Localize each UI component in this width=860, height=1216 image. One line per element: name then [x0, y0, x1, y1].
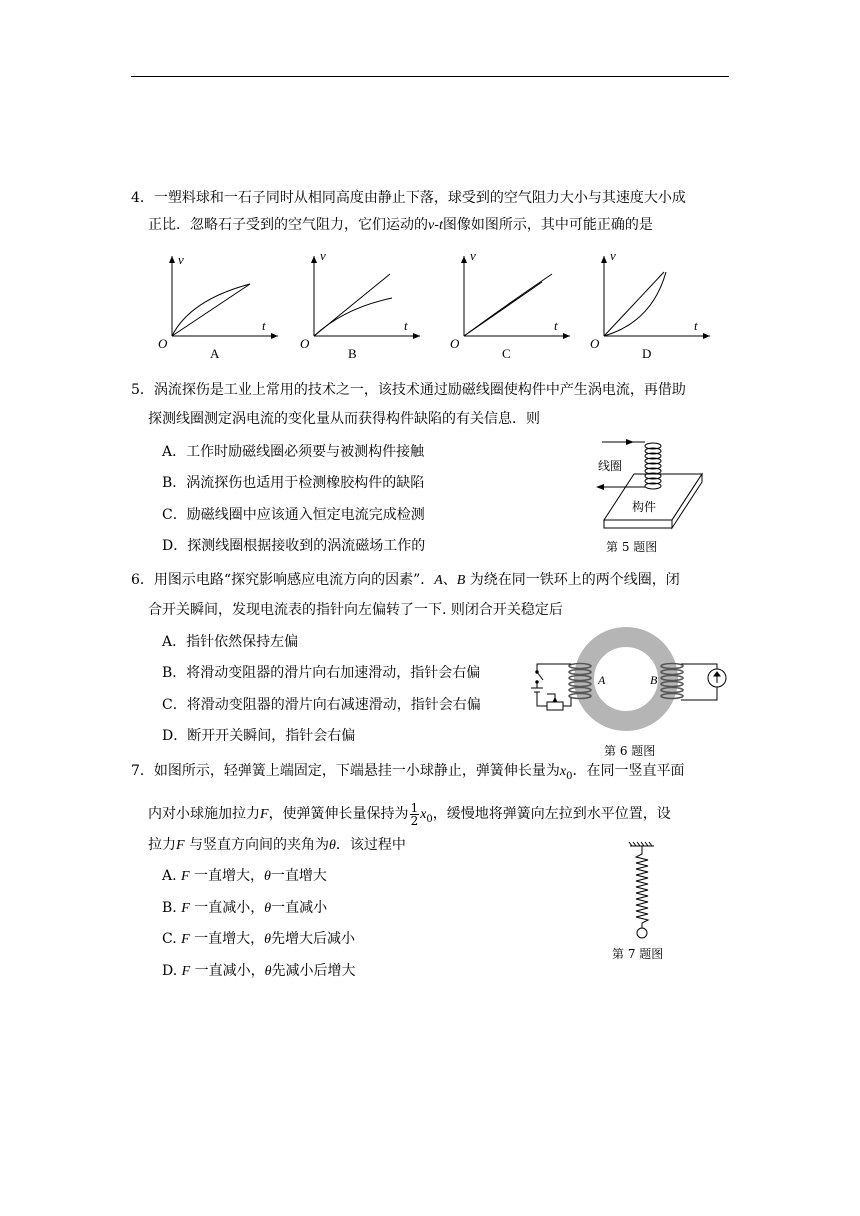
q5-option-a[interactable]: A．工作时励磁线圈必须要与被测构件接触	[162, 444, 425, 460]
q6-figure	[525, 622, 735, 742]
header-rule	[131, 76, 729, 77]
q7-option-b[interactable]: B. F 一直减小，θ一直减小	[162, 900, 328, 916]
q5-stem-line2: 探测线圈测定涡电流的变化量从而获得构件缺陷的有关信息．则	[148, 411, 540, 427]
q4-graph-c-label: C	[502, 346, 511, 361]
q4-graph-a-origin: O	[158, 336, 168, 351]
q4-graph-d-origin: O	[590, 336, 600, 351]
q5-option-c[interactable]: C．励磁线圈中应该通入恒定电流完成检测	[162, 507, 425, 523]
q4-graph-a-v-label: v	[178, 252, 184, 267]
q4-graph-b	[292, 250, 432, 362]
q4-graph-b-origin: O	[300, 336, 310, 351]
q4-graph-a-label: A	[210, 346, 220, 361]
q6-stem-line2: 合开关瞬间，发现电流表的指针向左偏转了一下. 则闭合开关稳定后	[148, 602, 563, 618]
q7-option-a[interactable]: A. F 一直增大，θ一直增大	[162, 868, 327, 884]
q4-graph-d-label: D	[642, 346, 652, 361]
q4-graph-a	[150, 250, 290, 362]
q4-graph-b-t-label: t	[404, 318, 408, 333]
q5-option-d[interactable]: D．探测线圈根据接收到的涡流磁场工作的	[162, 538, 426, 554]
q7-option-c[interactable]: C. F 一直增大，θ先增大后减小	[162, 931, 356, 947]
q7-stem-line2: 内对小球施加拉力F，使弹簧伸长量保持为 $\frac{1}{2}$ $x_0$，缓慢地将弹簧向左拉到水平位置，设	[148, 800, 671, 828]
q4-stem-line2: 正比．忽略石子受到的空气阻力，它们运动的v-t图像如图所示，其中可能正确的是	[148, 217, 653, 233]
q6-coil-b-label: B	[650, 673, 658, 687]
q6-stem-line1: 6．用图示电路“探究影响感应电流方向的因素”．A、B 为绕在同一铁环上的两个线圈，闭	[131, 572, 680, 588]
q5-option-b[interactable]: B．涡流探伤也适用于检测橡胶构件的缺陷	[162, 475, 425, 491]
q7-spring-figure	[626, 842, 660, 942]
q7-caption: 第 7 题图	[612, 947, 664, 961]
q7-stem-line3: 拉力F 与竖直方向间的夹角为θ．该过程中	[148, 837, 406, 853]
q7-option-d[interactable]: D. F 一直减小，θ先减小后增大	[162, 963, 356, 979]
q4-graph-b-v-label: v	[320, 248, 326, 263]
q4-graph-c-t-label: t	[554, 318, 558, 333]
q6-option-c[interactable]: C．将滑动变阻器的滑片向右减速滑动，指针会右偏	[162, 697, 481, 713]
q6-option-b[interactable]: B．将滑动变阻器的滑片向右加速滑动，指针会右偏	[162, 665, 481, 681]
q6-caption: 第 6 题图	[604, 744, 656, 758]
q5-stem-line1: 5．涡流探伤是工业上常用的技术之一，该技术通过励磁线圈使构件中产生涡电流，再借助	[131, 382, 686, 398]
q4-graph-a-t-label: t	[262, 318, 266, 333]
q5-coil-label: 线圈	[598, 459, 623, 473]
q4-stem-line1: 4．一塑料球和一石子同时从相同高度由静止下落，球受到的空气阻力大小与其速度大小成	[131, 190, 686, 206]
q5-figure	[592, 432, 712, 532]
q6-option-a[interactable]: A．指针依然保持左偏	[162, 634, 299, 650]
q4-graph-d-t-label: t	[694, 318, 698, 333]
q4-graph-c-origin: O	[450, 336, 460, 351]
q7-fraction: $\frac{1}{2}$	[410, 800, 419, 828]
q4-graph-c	[442, 250, 582, 362]
q4-graph-d-v-label: v	[610, 248, 616, 263]
q4-graph-b-label: B	[348, 346, 357, 361]
q6-coil-a-label: A	[598, 673, 606, 687]
q7-stem-line1: 7．如图所示，轻弹簧上端固定，下端悬挂一小球静止，弹簧伸长量为$x_0$．在同一竖直平面	[131, 763, 685, 782]
q4-graph-d	[582, 250, 722, 362]
q5-part-label: 构件	[632, 500, 657, 514]
q6-option-d[interactable]: D．断开开关瞬间，指针会右偏	[162, 728, 356, 744]
q5-caption: 第 5 题图	[606, 540, 658, 554]
q4-graph-c-v-label: v	[470, 248, 476, 263]
